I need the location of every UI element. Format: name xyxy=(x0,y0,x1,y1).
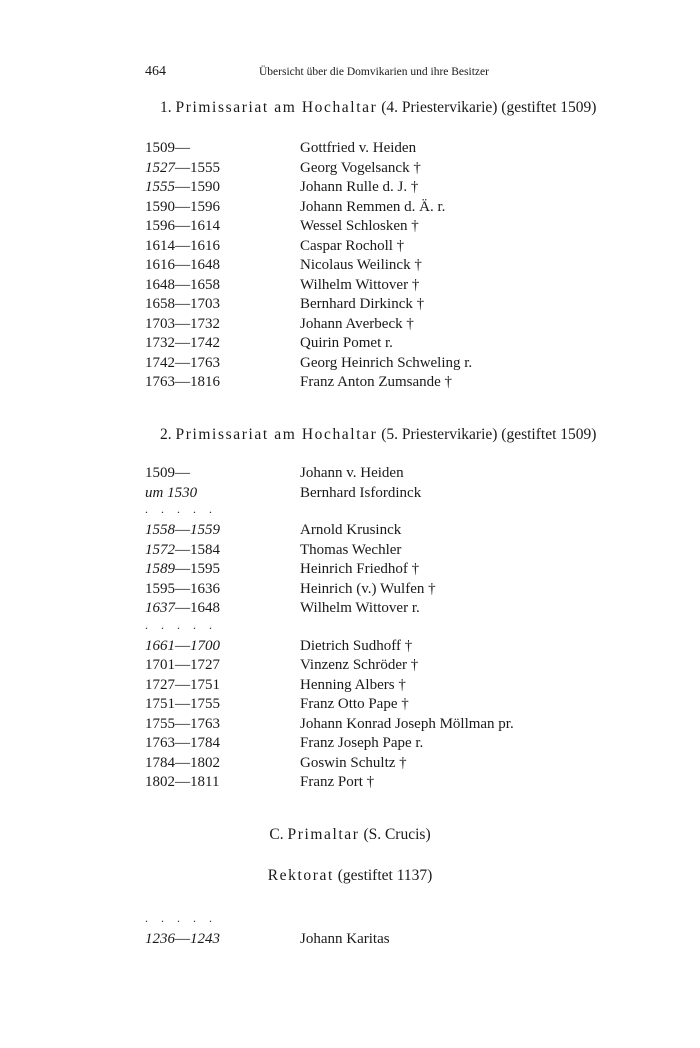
year-start: 1727 xyxy=(145,676,175,693)
year-dash: — xyxy=(175,931,190,947)
year-end: 1596 xyxy=(190,198,220,215)
year-start: 1509 xyxy=(145,465,175,481)
holder-name: Quirin Pomet r. xyxy=(300,335,393,351)
year-range xyxy=(145,237,220,257)
year-range xyxy=(145,159,220,179)
list-item xyxy=(145,580,665,600)
page-number: 464 xyxy=(145,64,166,79)
year-range xyxy=(145,276,220,296)
year-end: 1616 xyxy=(190,237,220,254)
list-item xyxy=(145,237,665,257)
year-start: 1763 xyxy=(145,374,175,390)
year-end: 1636 xyxy=(190,580,220,597)
year-dash: — xyxy=(175,315,190,332)
section-c-sub-title: Rektorat xyxy=(267,867,334,884)
year-start: 1595 xyxy=(145,580,175,597)
section-c-prefix: C. xyxy=(269,826,284,843)
year-dash: — xyxy=(175,754,190,771)
list-item xyxy=(145,773,665,793)
year-end: 1755 xyxy=(190,696,220,712)
year-dash: — xyxy=(175,735,190,751)
list-item xyxy=(145,354,665,374)
list-item xyxy=(145,754,665,774)
year-start: 1742 xyxy=(145,354,175,371)
year-end: 1700 xyxy=(190,637,220,654)
holder-name: Caspar Rocholl † xyxy=(300,237,405,254)
holder-name: Johann Konrad Joseph Möllman pr. xyxy=(300,715,514,732)
year-end: 1243 xyxy=(190,931,220,947)
list-item xyxy=(145,695,665,715)
year-start: 1784 xyxy=(145,754,175,771)
year-range xyxy=(145,295,220,315)
year-end: 1595 xyxy=(190,561,220,577)
year-dash: — xyxy=(175,774,190,790)
holder-name: Franz Joseph Pape r. xyxy=(300,735,424,751)
year-start: 1802 xyxy=(145,774,175,790)
holder-name: Franz Otto Pape † xyxy=(300,696,409,712)
year-range xyxy=(145,754,220,774)
holder-name: Heinrich Friedhof † xyxy=(300,561,420,577)
year-end: 1703 xyxy=(190,296,220,312)
list-item xyxy=(145,560,665,580)
holder-name: Georg Vogelsanck † xyxy=(300,159,421,176)
year-dash: — xyxy=(175,522,190,538)
year-range xyxy=(145,695,220,715)
year-range xyxy=(145,734,220,754)
year-end: 1763 xyxy=(190,354,220,371)
year-start: 1755 xyxy=(145,715,175,732)
year-start: 1661 xyxy=(145,637,175,654)
year-end: 1784 xyxy=(190,735,220,751)
year-start: 1637 xyxy=(145,600,175,616)
section-2-number: 2. xyxy=(160,426,172,443)
year-dash: — xyxy=(175,657,190,673)
year-end: 1648 xyxy=(190,600,220,616)
year-dash: — xyxy=(175,257,190,273)
list-separator: . . . . . xyxy=(145,911,217,925)
holder-name: Franz Anton Zumsande † xyxy=(300,374,453,390)
year-range xyxy=(145,373,220,393)
section-1-subtitle: (4. Priestervikarie) (gestiftet 1509) xyxy=(381,99,597,116)
list-item xyxy=(145,521,665,541)
year-dash: — xyxy=(175,465,190,481)
year-start: 1555 xyxy=(145,179,175,195)
year-dash: — xyxy=(175,354,190,371)
holder-name: Gottfried v. Heiden xyxy=(300,140,417,156)
holder-name: Johann Rulle d. J. † xyxy=(300,179,419,195)
year-range xyxy=(145,656,220,676)
year-start: 1589 xyxy=(145,561,175,577)
holder-name: Georg Heinrich Schweling r. xyxy=(300,354,473,371)
section-c-heading xyxy=(0,826,700,844)
holder-name: Johann Karitas xyxy=(300,931,390,947)
year-start: 1732 xyxy=(145,335,175,351)
section-c-subheading xyxy=(0,867,700,885)
year-start: 1558 xyxy=(145,522,175,538)
year-end: 1802 xyxy=(190,754,220,771)
year-end: 1816 xyxy=(190,374,220,390)
year-dash: — xyxy=(175,198,190,215)
year-range xyxy=(145,464,190,484)
year-range xyxy=(145,521,220,541)
year-end: 1727 xyxy=(190,657,220,673)
year-start: 1590 xyxy=(145,198,175,215)
holder-name: Henning Albers † xyxy=(300,676,406,693)
year-dash: — xyxy=(175,600,190,616)
year-dash: — xyxy=(175,637,190,654)
year-range xyxy=(145,198,220,218)
section-2-title: Primissariat am Hochaltar xyxy=(175,426,378,443)
section-1-heading xyxy=(160,99,596,117)
year-range xyxy=(145,715,220,735)
section-c-list xyxy=(145,912,665,950)
year-range xyxy=(145,541,220,561)
year-range xyxy=(145,637,220,657)
year-dash: — xyxy=(175,159,190,176)
holder-name: Franz Port † xyxy=(300,774,375,790)
section-2-list xyxy=(145,464,665,793)
year-dash: — xyxy=(175,715,190,732)
year-start: 1509 xyxy=(145,140,175,156)
list-item xyxy=(145,734,665,754)
holder-name: Bernhard Dirkinck † xyxy=(300,296,425,312)
list-separator: . . . . . xyxy=(145,617,217,632)
holder-name: Thomas Wechler xyxy=(300,541,402,558)
year-start: 1751 xyxy=(145,696,175,712)
year-end: 1555 xyxy=(190,159,220,176)
list-item xyxy=(145,217,665,237)
year-start: 1236 xyxy=(145,931,175,947)
year-range xyxy=(145,354,220,374)
year-end: 1584 xyxy=(190,541,220,558)
year-end: 1614 xyxy=(190,218,220,234)
year-start: 1527 xyxy=(145,159,175,176)
holder-name: Wilhelm Wittover † xyxy=(300,276,420,293)
year-start: 1658 xyxy=(145,296,175,312)
year-range xyxy=(145,930,220,950)
year-range xyxy=(145,178,220,198)
list-item xyxy=(145,599,665,619)
holder-name: Johann v. Heiden xyxy=(300,465,404,481)
holder-name: Wilhelm Wittover r. xyxy=(300,600,420,616)
holder-name: Arnold Krusinck xyxy=(300,522,402,538)
list-item xyxy=(145,464,665,484)
list-item xyxy=(145,484,665,504)
list-item xyxy=(145,159,665,179)
year-start: 1616 xyxy=(145,257,175,273)
year-range xyxy=(145,560,220,580)
year-range xyxy=(145,599,220,619)
year-end: 1732 xyxy=(190,315,220,332)
year-dash: — xyxy=(175,218,190,234)
list-item xyxy=(145,198,665,218)
year-text: um 1530 xyxy=(145,484,198,501)
year-start: 1763 xyxy=(145,735,175,751)
list-item xyxy=(145,930,665,950)
holder-name: Johann Remmen d. Ä. r. xyxy=(300,198,446,215)
year-dash: — xyxy=(175,296,190,312)
year-range xyxy=(145,580,220,600)
year-range xyxy=(145,139,190,159)
year-start: 1648 xyxy=(145,276,175,293)
section-1-title: Primissariat am Hochaltar xyxy=(175,99,378,116)
year-dash: — xyxy=(175,276,190,293)
running-title: Übersicht über die Domvikarien und ihre Besitzer xyxy=(259,66,489,78)
year-range xyxy=(145,334,220,354)
holder-name: Heinrich (v.) Wulfen † xyxy=(300,580,436,597)
year-range xyxy=(145,315,220,335)
year-dash: — xyxy=(175,561,190,577)
year-dash: — xyxy=(175,237,190,254)
holder-name: Johann Averbeck † xyxy=(300,315,414,332)
year-start: 1703 xyxy=(145,315,175,332)
list-item xyxy=(145,139,665,159)
section-2-heading xyxy=(160,426,596,444)
section-c-sub-founded: (gestiftet 1137) xyxy=(337,867,433,884)
year-range xyxy=(145,217,220,237)
year-end: 1648 xyxy=(190,257,220,273)
year-end: 1742 xyxy=(190,335,220,351)
list-separator: . . . . . xyxy=(145,502,217,516)
section-1-list xyxy=(145,139,665,393)
year-dash: — xyxy=(175,696,190,712)
year-dash: — xyxy=(175,374,190,390)
holder-name: Dietrich Sudhoff † xyxy=(300,637,413,654)
list-item xyxy=(145,295,665,315)
list-item xyxy=(145,715,665,735)
year-end: 1811 xyxy=(190,774,220,790)
section-c-title: Primaltar xyxy=(287,826,360,843)
holder-name: Goswin Schultz † xyxy=(300,754,407,771)
holder-name: Nicolaus Weilinck † xyxy=(300,257,422,273)
year-start: 1572 xyxy=(145,541,175,558)
list-item xyxy=(145,637,665,657)
year-end: 1559 xyxy=(190,522,220,538)
list-item xyxy=(145,373,665,393)
holder-name: Wessel Schlosken † xyxy=(300,218,419,234)
section-c-dedication: (S. Crucis) xyxy=(363,826,431,843)
list-item xyxy=(145,656,665,676)
year-end: 1658 xyxy=(190,276,220,293)
list-item xyxy=(145,276,665,296)
year-end: 1763 xyxy=(190,715,220,732)
year-start: 1596 xyxy=(145,218,175,234)
year-end: 1751 xyxy=(190,676,220,693)
year-dash: — xyxy=(175,541,190,558)
year-end: 1590 xyxy=(190,179,220,195)
section-2-subtitle: (5. Priestervikarie) (gestiftet 1509) xyxy=(381,426,597,443)
list-item xyxy=(145,334,665,354)
year-range xyxy=(145,484,197,504)
year-dash: — xyxy=(175,179,190,195)
list-item xyxy=(145,256,665,276)
year-dash: — xyxy=(175,580,190,597)
list-item xyxy=(145,315,665,335)
year-range xyxy=(145,773,219,793)
holder-name: Bernhard Isfordinck xyxy=(300,484,422,501)
year-dash: — xyxy=(175,676,190,693)
year-range xyxy=(145,676,220,696)
year-start: 1701 xyxy=(145,657,175,673)
holder-name: Vinzenz Schröder † xyxy=(300,657,419,673)
list-item xyxy=(145,676,665,696)
section-1-number: 1. xyxy=(160,99,172,116)
year-dash: — xyxy=(175,335,190,351)
year-range xyxy=(145,256,220,276)
year-dash: — xyxy=(175,140,190,156)
list-item xyxy=(145,541,665,561)
list-item xyxy=(145,178,665,198)
year-start: 1614 xyxy=(145,237,175,254)
